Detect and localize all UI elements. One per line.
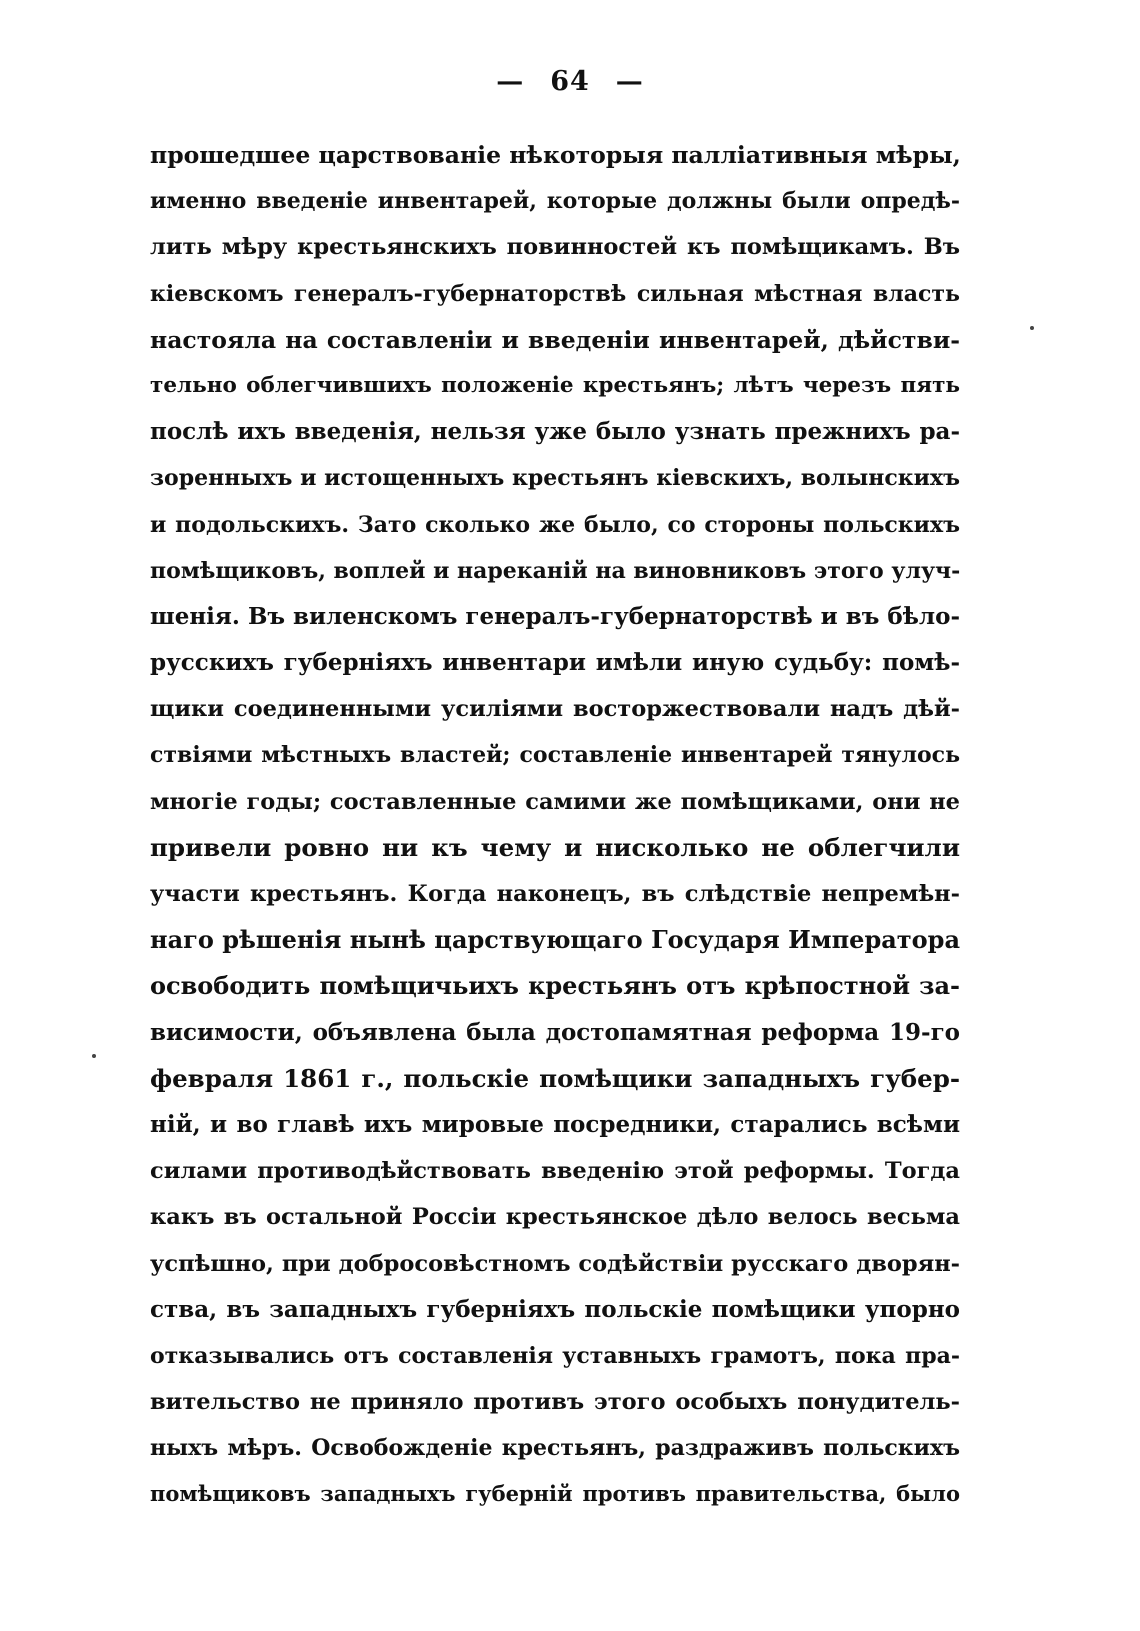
text-line: шенія. Въ виленскомъ генералъ-губернаторствѣ и въ бѣло-	[150, 602, 960, 630]
text-line: ствіями мѣстныхъ властей; составленіе инвентарей тянулось	[150, 742, 960, 769]
body-text	[150, 132, 960, 1518]
text-line: тельно облегчившихъ положеніе крестьянъ; лѣтъ черезъ пять	[150, 372, 960, 398]
text-line: именно введеніе инвентарей, которые должны были опредѣ-	[150, 188, 960, 215]
text-line: помѣщиковъ западныхъ губерній противъ правительства, было	[150, 1481, 960, 1507]
text-line: участи крестьянъ. Когда наконецъ, въ слѣдствіе непремѣн-	[150, 881, 960, 907]
text-line: силами противодѣйствовать введенію этой реформы. Тогда	[150, 1158, 960, 1185]
text-line: многіе годы; составленные самими же помѣщиками, они не	[150, 788, 960, 815]
text-line: вительство не приняло противъ этого особыхъ понудитель-	[150, 1389, 960, 1416]
text-line: прошедшее царствованіе нѣкоторыя палліативныя мѣры,	[150, 141, 961, 169]
text-line: ній, и во главѣ ихъ мировые посредники, старались всѣми	[150, 1110, 960, 1138]
text-line: русскихъ губерніяхъ инвентари имѣли иную судьбу: помѣ-	[150, 649, 960, 677]
text-line: успѣшно, при добросовѣстномъ содѣйствіи русскаго дворян-	[150, 1250, 960, 1277]
text-line: висимости, объявлена была достопамятная реформа 19-го	[150, 1018, 960, 1046]
text-line: ства, въ западныхъ губерніяхъ польскіе помѣщики упорно	[150, 1295, 960, 1323]
text-line: ныхъ мѣръ. Освобожденіе крестьянъ, раздраживъ польскихъ	[150, 1435, 960, 1462]
page-number: 64	[550, 66, 590, 97]
text-line: настояла на составленіи и введеніи инвентарей, дѣйстви-	[150, 325, 960, 354]
text-line: щики соединенными усиліями восторжествовали надъ дѣй-	[150, 696, 960, 723]
right-dash: —	[615, 66, 644, 97]
text-line: освободить помѣщичьихъ крестьянъ отъ крѣпостной за-	[150, 971, 960, 1001]
text-line: помѣщиковъ, воплей и нареканій на виновниковъ этого улуч-	[150, 557, 961, 584]
text-line: февраля 1861 г., польскіе помѣщики западныхъ губер-	[150, 1063, 960, 1093]
scan-speck	[1030, 326, 1034, 330]
text-line: отказывались отъ составленія уставныхъ грамотъ, пока пра-	[150, 1342, 960, 1369]
text-line: кіевскомъ генералъ-губернаторствѣ сильная мѣстная власть	[150, 280, 960, 307]
text-line: привели ровно ни къ чему и нисколько не облегчили	[150, 832, 960, 862]
text-line: зоренныхъ и истощенныхъ крестьянъ кіевскихъ, волынскихъ	[150, 465, 960, 492]
text-line: послѣ ихъ введенія, нельзя уже было узнать прежнихъ ра-	[150, 418, 960, 446]
text-line: лить мѣру крестьянскихъ повинностей къ помѣщикамъ. Въ	[150, 234, 960, 261]
text-line: какъ въ остальной Россіи крестьянское дѣло велось весьма	[150, 1204, 960, 1231]
text-line: и подольскихъ. Зато сколько же было, со стороны польскихъ	[150, 511, 960, 538]
left-dash: —	[496, 66, 525, 97]
scan-speck	[92, 1054, 96, 1058]
text-line: наго рѣшенія нынѣ царствующаго Государя Императора	[150, 925, 960, 955]
page-number-header	[0, 66, 1140, 97]
